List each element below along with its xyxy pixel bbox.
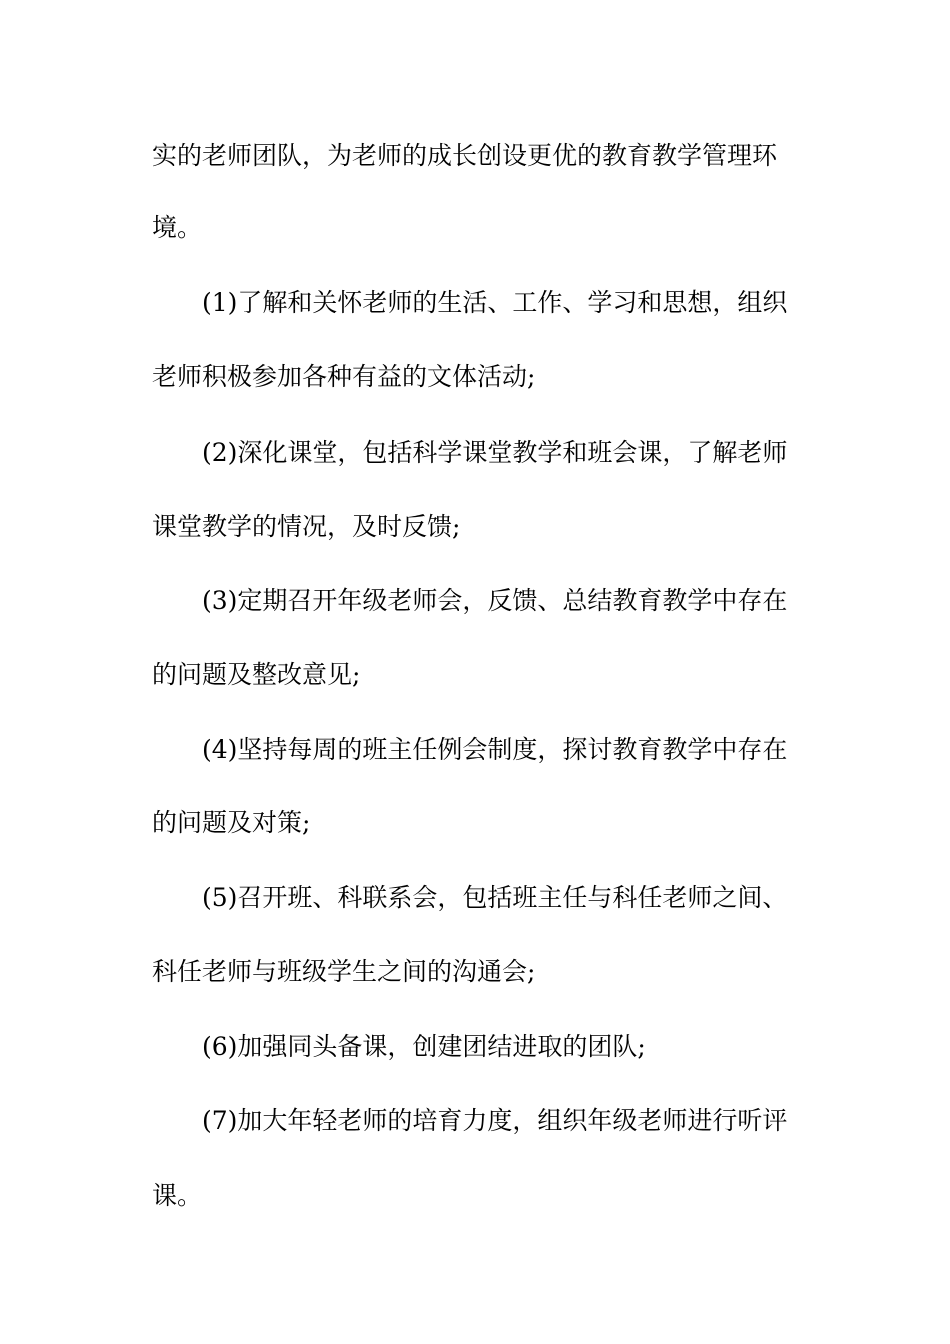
body-text-line: 境。	[152, 213, 203, 242]
list-item-3-line: (3)定期召开年级老师会，反馈、总结教育教学中存在	[202, 586, 788, 615]
list-item-7-line: 课。	[152, 1181, 203, 1210]
list-item-1-line: 老师积极参加各种有益的文体活动;	[152, 362, 536, 391]
list-item-1-line: (1)了解和关怀老师的生活、工作、学习和思想，组织	[202, 288, 788, 317]
list-item-5-line: (5)召开班、科联系会，包括班主任与科任老师之间、	[202, 883, 788, 912]
list-item-4-line: (4)坚持每周的班主任例会制度，探讨教育教学中存在	[202, 735, 788, 764]
list-item-4-line: 的问题及对策;	[152, 808, 311, 837]
list-item-7-line: (7)加大年轻老师的培育力度，组织年级老师进行听评	[202, 1106, 788, 1135]
list-item-2-line: (2)深化课堂，包括科学课堂教学和班会课，了解老师	[202, 438, 788, 467]
list-item-3-line: 的问题及整改意见;	[152, 660, 361, 689]
body-text-line: 实的老师团队，为老师的成长创设更优的教育教学管理环	[152, 141, 778, 170]
list-item-6-line: (6)加强同头备课，创建团结进取的团队;	[202, 1032, 646, 1061]
list-item-5-line: 科任老师与班级学生之间的沟通会;	[152, 957, 536, 986]
list-item-2-line: 课堂教学的情况，及时反馈;	[152, 512, 461, 541]
